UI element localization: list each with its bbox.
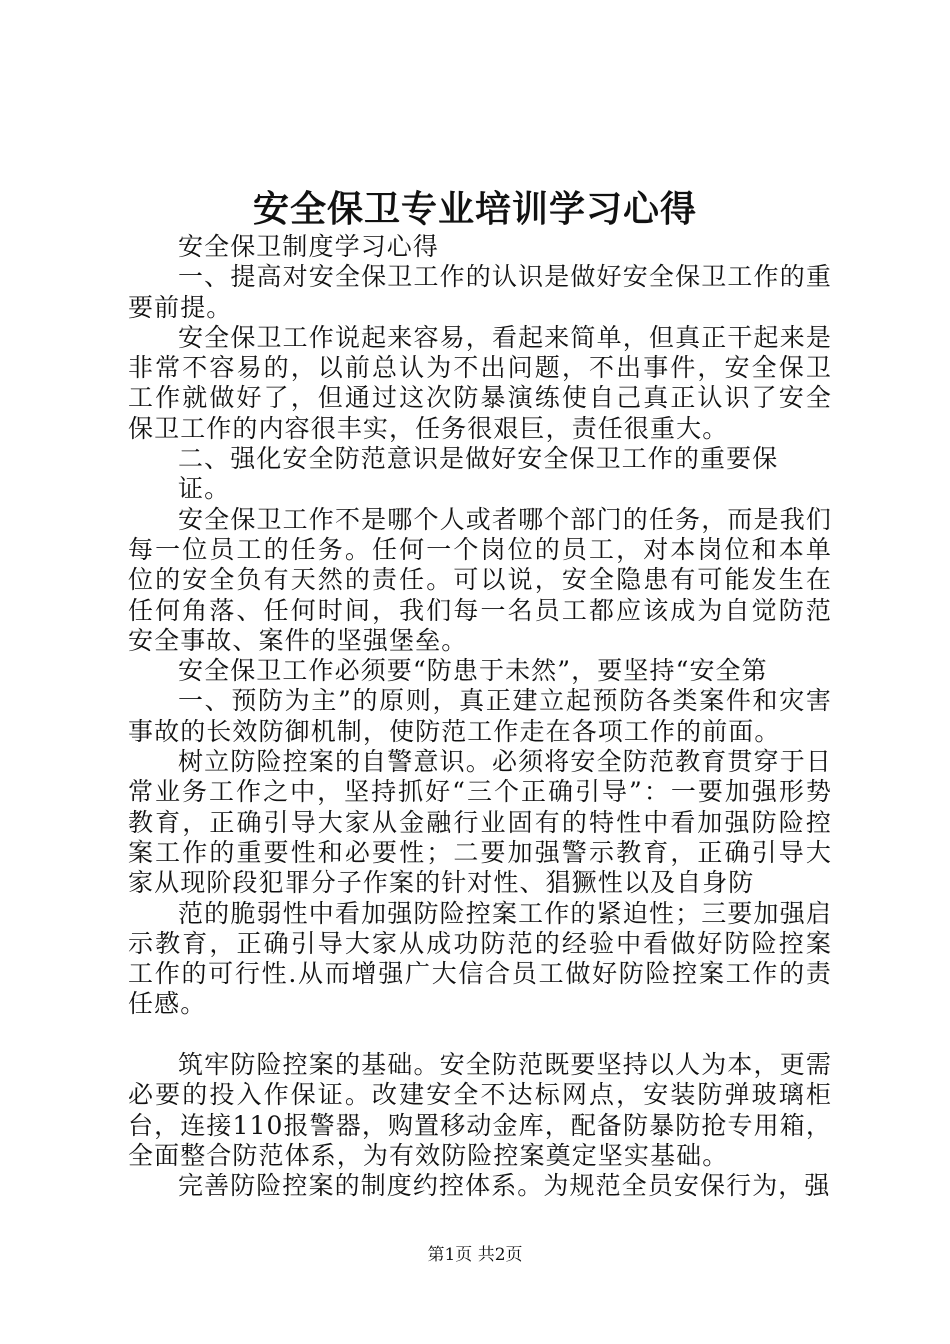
paragraph: 一、预防为主”的原则，真正建立起预防各类案件和灾害事故的长效防御机制，使防范工作走在各项工作的前面。 [128, 686, 832, 746]
page-footer: 第1页 共2页 [427, 1245, 523, 1265]
paragraph: 二、强化安全防范意识是做好安全保卫工作的重要保 [178, 444, 779, 474]
paragraph: 筑牢防险控案的基础。安全防范既要坚持以人为本，更需必要的投入作保证。改建安全不达标网点，安装防弹玻璃柜台，连接110报警器，购置移动金库，配备防暴防抢专用箱，全面整合防范体系，为有效防险控案奠定坚实基础。 [128, 1050, 832, 1170]
paragraph: 安全保卫工作必须要“防患于未然”，要坚持“安全第 [178, 656, 768, 686]
paragraph: 范的脆弱性中看加强防险控案工作的紧迫性；三要加强启示教育，正确引导大家从成功防范的经验中看做好防险控案工作的可行性.从而增强广大信合员工做好防险控案工作的责任感。 [128, 898, 832, 1019]
paragraph: 证。 [178, 474, 231, 504]
paragraph: 一、提高对安全保卫工作的认识是做好安全保卫工作的重要前提。 [128, 262, 832, 322]
paragraph: 安全保卫工作不是哪个人或者哪个部门的任务，而是我们每一位员工的任务。任何一个岗位的员工，对本岗位和本单位的安全负有天然的责任。可以说，安全隐患有可能发生在任何角落、任何时间，我们每一名员工都应该成为自觉防范安全事故、案件的坚强堡垒。 [128, 504, 832, 655]
paragraph: 树立防险控案的自警意识。必须将安全防范教育贯穿于日常业务工作之中，坚持抓好“三个正确引导”：一要加强形势教育，正确引导大家从金融行业固有的特性中看加强防险控案工作的重要性和必要性；二要加强警示教育，正确引导大家从现阶段犯罪分子作案的针对性、猖獗性以及自身防 [128, 747, 832, 898]
paragraph: 安全保卫工作说起来容易，看起来简单，但真正干起来是非常不容易的，以前总认为不出问题，不出事件，安全保卫工作就做好了，但通过这次防暴演练使自己真正认识了安全保卫工作的内容很丰实，任务很艰巨，责任很重大。 [128, 322, 832, 443]
paragraph: 完善防险控案的制度约控体系。为规范全员安保行为，强 [178, 1171, 831, 1201]
page-title: 安全保卫专业培训学习心得 [252, 188, 697, 230]
document-body [128, 232, 832, 1202]
paragraph-subtitle: 安全保卫制度学习心得 [178, 232, 440, 261]
